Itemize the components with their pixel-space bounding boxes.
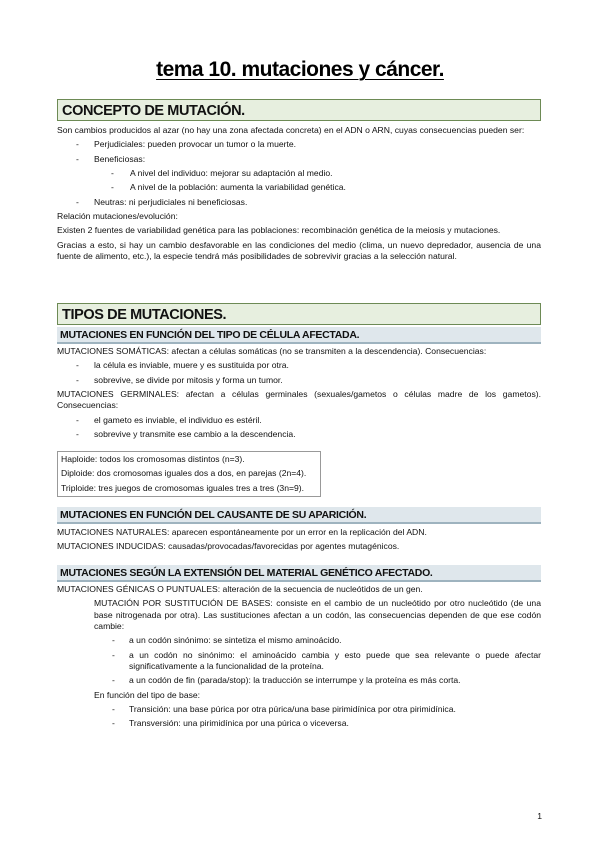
somatic-text: MUTACIONES SOMÁTICAS: afectan a células somáticas (no se transmiten a la descendencia). Consecuencias: [57,346,487,356]
section-concepto-body [57,125,541,262]
list-item: - la célula es inviable, muere y es sustituida por otra. [76,360,289,371]
ploidy-box [57,451,321,497]
germinal-text: MUTACIONES GERMINALES: afectan a células germinales (sexuales/gametos o células madre de los gametos). Consecuencias: [57,389,541,411]
section-heading-tipos: TIPOS DE MUTACIONES. [57,303,541,325]
list-item: - a un codón sinónimo: se sintetiza el mismo aminoácido. [112,635,342,646]
natural-text: MUTACIONES NATURALES: aparecen espontáneamente por un error en la replicación del ADN. [57,527,427,537]
list-item: - sobrevive, se divide por mitosis y forma un tumor. [76,374,283,385]
subsection-causante-body [57,527,541,553]
list-item: - A nivel del individuo: mejorar su adaptación al medio. [111,168,333,179]
relation-label: Relación mutaciones/evolución: [57,211,178,222]
list-item: - Transición: una base púrica por otra púrica/una base pirimidínica por otra pirimidínica. [112,704,456,715]
list-item: - Transversión: una pirimidínica por una púrica o viceversa. [112,718,349,729]
section-heading-concepto: CONCEPTO DE MUTACIÓN. [57,99,541,121]
list-item: - a un codón no sinónimo: el aminoácido cambia y esto puede que sea relevante o puede afectar significativamente a la funcionalidad de la proteína. [112,649,541,672]
genic-text: MUTACIONES GÉNICAS O PUNTUALES: alteración de la secuencia de nucleótidos de un gen. [57,584,423,594]
subsection-tipo-celula-body [57,346,541,440]
substitution-text: MUTACIÓN POR SUSTITUCIÓN DE BASES: consiste en el cambio de un nucleótido por otro nucleótido (de una base nitrogenada por otra). Las sustituciones afectan a un codón, las consecuencias dependen de que ese codón cambie: [94,598,541,632]
page-title: tema 10. mutaciones y cáncer. [156,58,444,81]
list-item: - Beneficiosas: [76,153,146,164]
list-item: - a un codón de fin (parada/stop): la traducción se interrumpe y la proteína es más corta. [112,675,461,686]
relation-text-1: Existen 2 fuentes de variabilidad genética para las poblaciones: recombinación genética de la meiosis y mutaciones. [57,225,501,236]
triploid-text: Triploide: tres juegos de cromosomas iguales tres a tres (3n=9). [61,482,305,493]
base-type-label: En función del tipo de base: [94,689,201,700]
list-item: - A nivel de la población: aumenta la variabilidad genética. [111,182,346,193]
haploid-text: Haploide: todos los cromosomas distintos (n=3). [61,454,245,464]
list-item: - Perjudiciales: pueden provocar un tumor o la muerte. [76,139,297,150]
subsection-extension-body [57,584,541,730]
concepto-intro: Son cambios producidos al azar (no hay una zona afectada concreta) en el ADN o ARN, cuyas consecuencias pueden ser: [57,125,525,135]
relation-text-2: Gracias a esto, si hay un cambio desfavorable en las condiciones del medio (clima, un nuevo depredador, ausencia de una fuente de alimento, etc.), la especie tendrá más posibilidades de sobrevivir gracias a la selección natural. [57,239,541,262]
list-item: - Neutras: ni perjudiciales ni beneficiosas. [76,196,248,207]
diploid-text: Diploide: dos cromosomas iguales dos a dos, en parejas (2n=4). [61,468,307,479]
subsection-heading-tipo-celula: MUTACIONES EN FUNCIÓN DEL TIPO DE CÉLULA AFECTADA. [57,327,541,344]
induced-text: MUTACIONES INDUCIDAS: causadas/provocadas/favorecidas por agentes mutagénicos. [57,541,400,552]
list-item: - sobrevive y transmite ese cambio a la descendencia. [76,429,296,440]
list-item: - el gameto es inviable, el individuo es estéril. [76,414,262,425]
subsection-heading-extension: MUTACIONES SEGÚN LA EXTENSIÓN DEL MATERIAL GENÉTICO AFECTADO. [57,565,541,582]
page-number: 1 [537,811,542,821]
subsection-heading-causante: MUTACIONES EN FUNCIÓN DEL CAUSANTE DE SU APARICIÓN. [57,507,541,524]
